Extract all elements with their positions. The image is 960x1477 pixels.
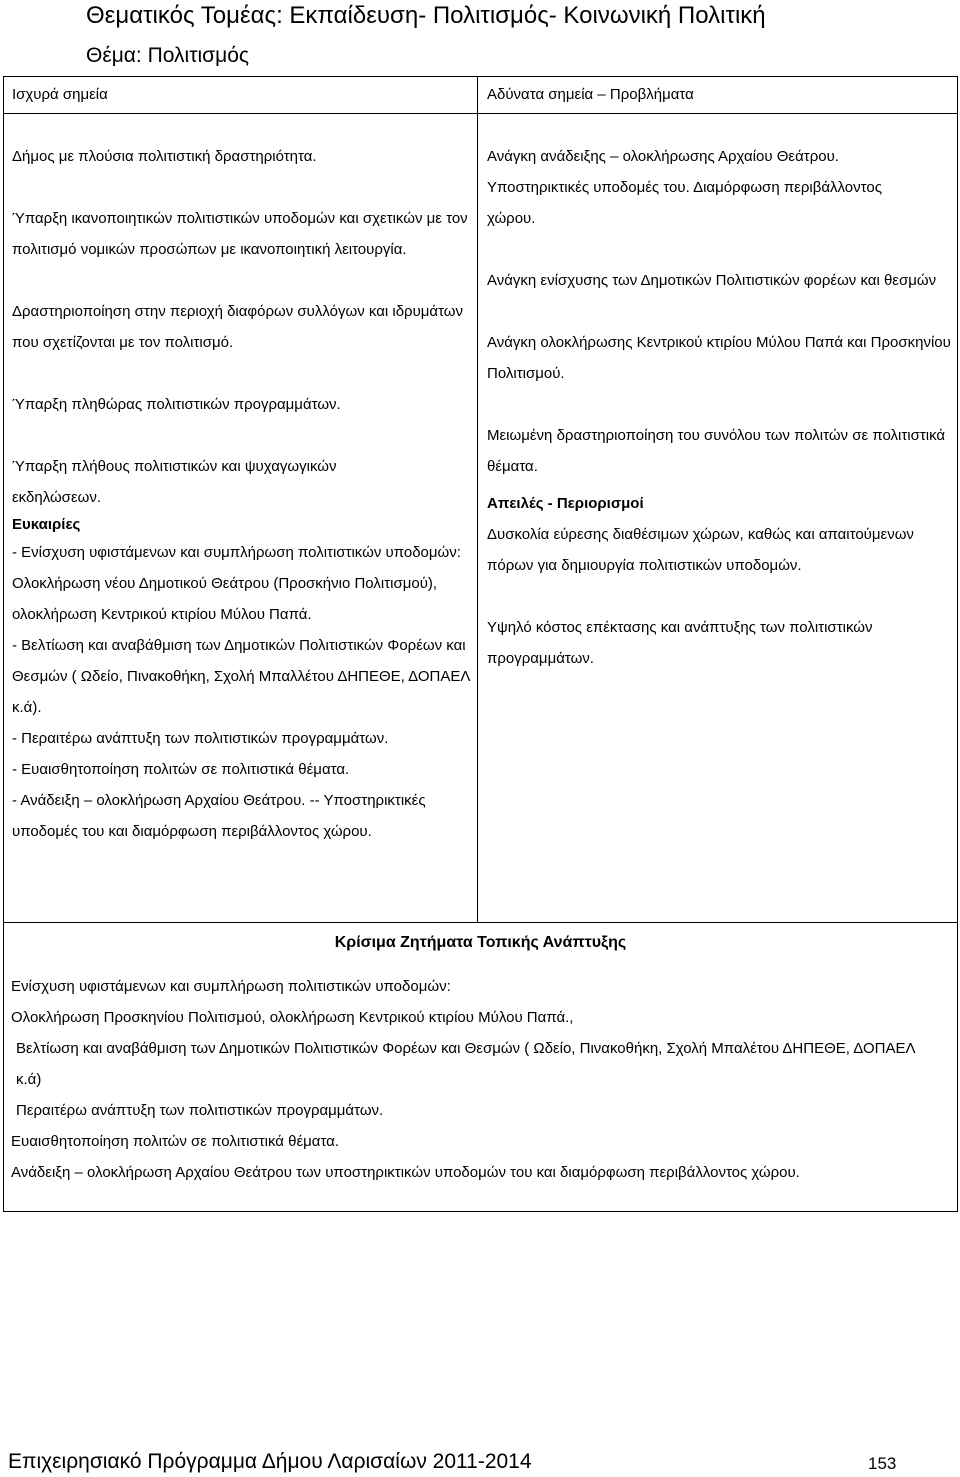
critical-issues-list (11, 971, 941, 1188)
critical-item: Βελτίωση και αναβάθμιση των Δημοτικών Πολιτιστικών Φορέων και Θεσμών ( Ωδείο, Πινακοθήκη, Σχολή Μπαλέτου ΔΗΠΕΘΕ, ΔΟΠΑΕΛ κ.ά) (16, 1040, 915, 1088)
threat-item: Υψηλό κόστος επέκτασης και ανάπτυξης των πολιτιστικών προγραμμάτων. (487, 619, 873, 667)
opportunity-item: - Βελτίωση και αναβάθμιση των Δημοτικών Πολιτιστικών Φορέων και Θεσμών ( Ωδείο, Πινακοθήκη, Σχολή Μπαλλέτου ΔΗΠΕΘΕ, ΔΟΠΑΕΛ κ.ά). (12, 637, 470, 716)
footer-text: Επιχειρησιακό Πρόγραμμα Δήμου Λαρισαίων 2011-2014 (8, 1450, 532, 1473)
opportunities-header: Ευκαιρίες (12, 516, 81, 533)
critical-item: Ευαισθητοποίηση πολιτών σε πολιτιστικά θέματα. (11, 1133, 340, 1150)
threat-item: Δυσκολία εύρεσης διαθέσιμων χώρων, καθώς και απαιτούμενων πόρων για δημιουργία πολιτιστικών υποδομών. (487, 526, 914, 574)
critical-item: Ενίσχυση υφιστάμενων και συμπλήρωση πολιτιστικών υποδομών: (11, 978, 451, 995)
weakness-item: Ανάγκη ενίσχυσης των Δημοτικών Πολιτιστικών φορέων και θεσμών (487, 272, 937, 289)
strengths-header: Ισχυρά σημεία (12, 86, 108, 103)
critical-section-divider (4, 922, 957, 923)
strength-item: Ύπαρξη πληθώρας πολιτιστικών προγραμμάτων. (12, 396, 341, 413)
strength-item: Δραστηριοποίηση στην περιοχή διαφόρων συλλόγων και ιδρυμάτων που σχετίζονται με τον πολιτισμό. (12, 303, 464, 351)
weaknesses-header: Αδύνατα σημεία – Προβλήματα (487, 86, 694, 103)
weakness-item: Μειωμένη δραστηριοποίηση του συνόλου των πολιτών σε πολιτιστικά θέματα. (487, 427, 946, 475)
opportunity-item: - Ευαισθητοποίηση πολιτών σε πολιτιστικά θέματα. (12, 761, 350, 778)
critical-item: Περαιτέρω ανάπτυξη των πολιτιστικών προγραμμάτων. (16, 1102, 384, 1119)
header-row-divider (4, 113, 957, 114)
weakness-item: Ανάγκη ανάδειξης – ολοκλήρωσης Αρχαίου Θεάτρου. Υποστηρικτικές υποδομές του. Διαμόρφωση περιβάλλοντος χώρου. (487, 148, 882, 227)
strengths-cell (12, 141, 470, 847)
weakness-item: Ανάγκη ολοκλήρωσης Κεντρικού κτιρίου Μύλου Παπά και Προσκηνίου Πολιτισμού. (487, 334, 951, 382)
critical-item: Ολοκλήρωση Προσκηνίου Πολιτισμού, ολοκλήρωση Κεντρικού κτιρίου Μύλου Παπά., (11, 1009, 574, 1026)
opportunity-item: - Ανάδειξη – ολοκλήρωση Αρχαίου Θεάτρου. -- Υποστηρικτικές υποδομές του και διαμόρφωση περιβάλλοντος χώρου. (12, 792, 426, 840)
threats-header: Απειλές - Περιορισμοί (487, 495, 644, 512)
swot-table (3, 76, 958, 1212)
critical-issues-title: Κρίσιμα Ζητήματα Τοπικής Ανάπτυξης (334, 934, 627, 951)
opportunity-item: - Περαιτέρω ανάπτυξη των πολιτιστικών προγραμμάτων. (12, 730, 389, 747)
page-number: 153 (868, 1454, 897, 1473)
strength-item: Ύπαρξη ικανοποιητικών πολιτιστικών υποδομών και σχετικών με τον πολιτισμό νομικών προσώπων με ικανοποιητική λειτουργία. (12, 210, 468, 258)
critical-item: Ανάδειξη – ολοκλήρωση Αρχαίου Θεάτρου των υποστηρικτικών υποδομών του και διαμόρφωση περιβάλλοντος χώρου. (11, 1164, 800, 1181)
column-divider (477, 77, 478, 922)
document-subtitle: Θέμα: Πολιτισμός (86, 44, 250, 67)
document-title: Θεματικός Τομέας: Εκπαίδευση- Πολιτισμός- Κοινωνική Πολιτική (86, 2, 766, 29)
weaknesses-cell (487, 141, 952, 674)
opportunity-item: - Ενίσχυση υφιστάμενων και συμπλήρωση πολιτιστικών υποδομών: Ολοκλήρωση νέου Δημοτικού Θεάτρου (Προσκήνιο Πολιτισμού), ολοκλήρωση Κεντρικού κτιρίου Μύλου Παπά. (12, 544, 461, 623)
strength-item: Ύπαρξη πλήθους πολιτιστικών και ψυχαγωγικών εκδηλώσεων. (12, 458, 337, 506)
strength-item: Δήμος με πλούσια πολιτιστική δραστηριότητα. (12, 148, 317, 165)
